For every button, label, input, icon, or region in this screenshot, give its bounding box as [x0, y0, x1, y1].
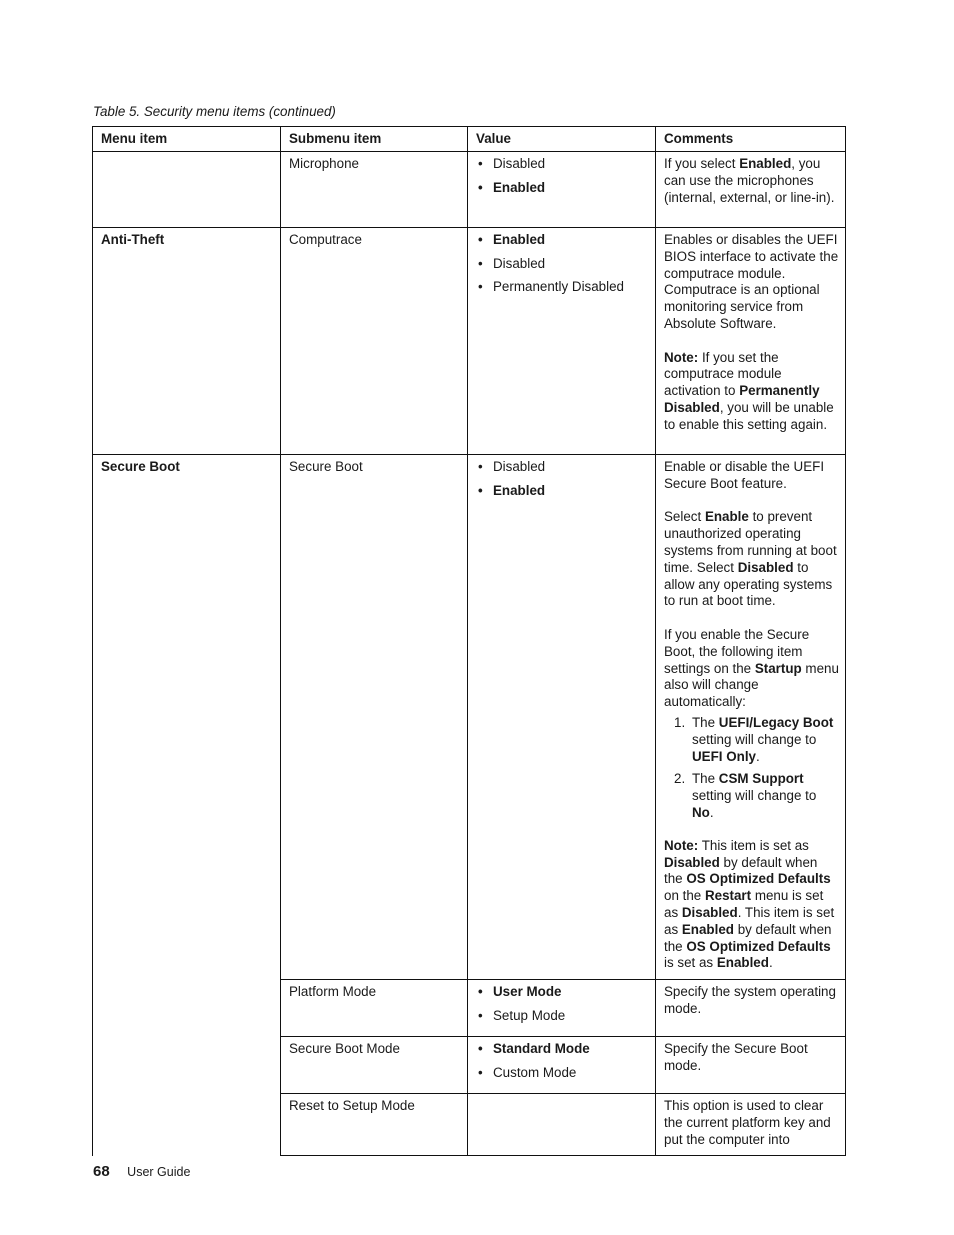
table-row [93, 152, 846, 228]
value-option: • Enabled [476, 483, 649, 500]
change-steps [664, 715, 839, 822]
comment-cell: If you select Enabled, you can use the microphones (internal, external, or line-in). [656, 152, 846, 228]
value-option: • Enabled [476, 180, 649, 197]
value-option: • Disabled [476, 156, 649, 173]
comment-cell: This option is used to clear the current platform key and put the computer into [656, 1094, 846, 1156]
value-option: • Permanently Disabled [476, 279, 649, 296]
value-option: • Standard Mode [476, 1041, 649, 1058]
value-list [476, 984, 649, 1024]
value-option: • Setup Mode [476, 1008, 649, 1025]
menu-cell [93, 152, 281, 228]
value-option: • Custom Mode [476, 1065, 649, 1082]
menu-cell: Secure Boot [93, 455, 281, 1156]
value-cell [468, 1094, 656, 1156]
table-caption: Table 5. Security menu items (continued) [93, 104, 336, 119]
header-comments: Comments [656, 127, 846, 152]
submenu-cell: Platform Mode [281, 980, 468, 1037]
submenu-cell: Secure Boot Mode [281, 1037, 468, 1094]
header-value: Value [468, 127, 656, 152]
header-menu-item: Menu item [93, 127, 281, 152]
comment-cell: Enables or disables the UEFI BIOS interface to activate the computrace module. Computrace is an optional monitoring service from Absolute Software. Note: If you set the computrace module activation to Permanently Disabled, you will be unable to enable this setting again. [656, 228, 846, 455]
security-menu-table [92, 126, 846, 1156]
table-row [93, 228, 846, 455]
submenu-cell: Computrace [281, 228, 468, 455]
step-item: 1. The UEFI/Legacy Boot setting will change to UEFI Only. [674, 714, 834, 764]
comment-cell: Specify the system operating mode. [656, 980, 846, 1037]
header-submenu-item: Submenu item [281, 127, 468, 152]
value-option: • User Mode [476, 984, 649, 1001]
value-list [476, 459, 649, 499]
value-cell [468, 980, 656, 1037]
value-option: • Disabled [476, 459, 649, 476]
submenu-cell: Microphone [281, 152, 468, 228]
value-list [476, 232, 649, 296]
value-cell [468, 455, 656, 980]
submenu-cell: Secure Boot [281, 455, 468, 980]
value-cell [468, 1037, 656, 1094]
value-list [476, 156, 649, 196]
page-footer [93, 1164, 190, 1181]
page-number: 68 [93, 1163, 110, 1180]
value-list [476, 1041, 649, 1081]
table-header-row [93, 127, 846, 152]
comment-cell: Specify the Secure Boot mode. [656, 1037, 846, 1094]
value-option: • Enabled [476, 232, 649, 249]
value-cell [468, 152, 656, 228]
value-cell [468, 228, 656, 455]
menu-cell: Anti-Theft [93, 228, 281, 455]
submenu-cell: Reset to Setup Mode [281, 1094, 468, 1156]
comment-cell: Enable or disable the UEFI Secure Boot feature. Select Enable to prevent unauthorized operating systems from running at boot time. Select Disabled to allow any operating systems to run at boot time. If you enable the Secure Boot, the following item settings on the Startup menu also will change automatically: 1. The UEFI/Legacy Boot setting will change to UEFI Only. 2. The CSM Support setting will change to No. Note: This item is set as Disabled by default when the OS Optimized Defaults on the Restart menu is set as Disabled. This item is set as Enabled by default when the OS Optimized Defaults is set as Enabled. [656, 455, 846, 980]
document-title: User Guide [127, 1165, 191, 1179]
table-row [93, 455, 846, 980]
value-option: • Disabled [476, 256, 649, 273]
step-item: 2. The CSM Support setting will change to No. [674, 771, 817, 820]
